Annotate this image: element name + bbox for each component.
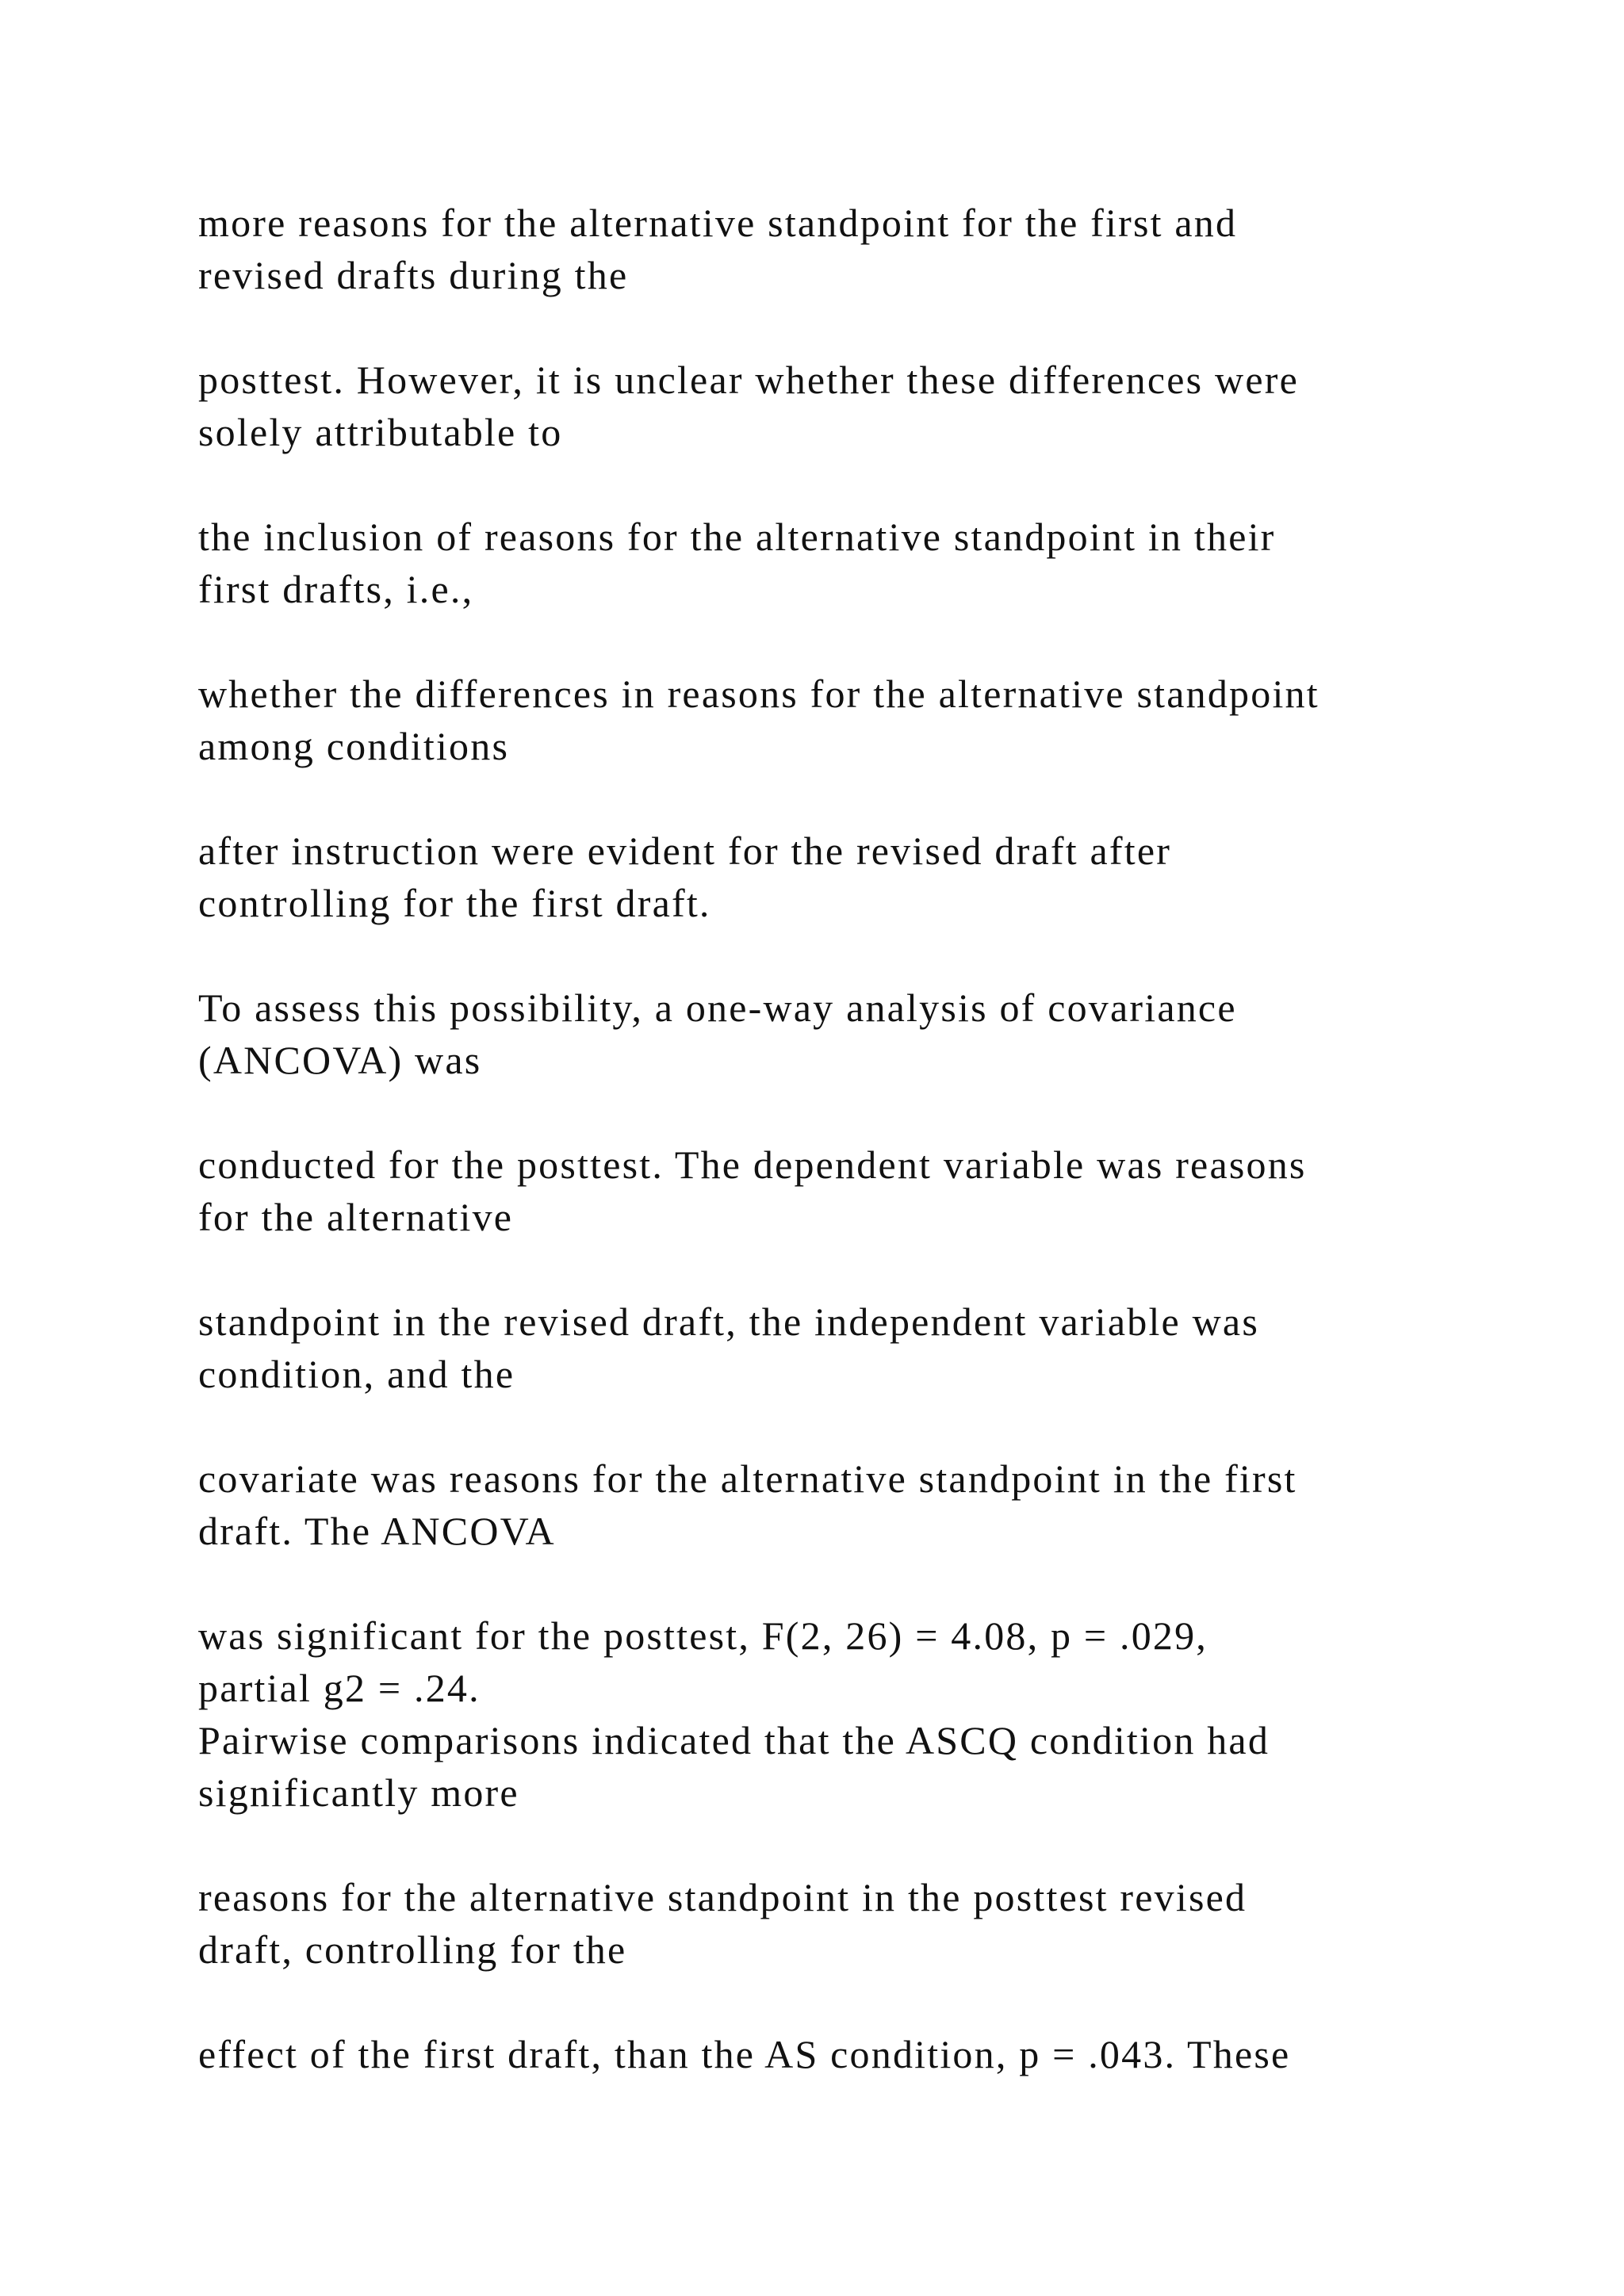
text-line: Pairwise comparisons indicated that the ASCQ condition had	[198, 1718, 1270, 1762]
text-line: after instruction were evident for the revised draft after	[198, 828, 1172, 873]
text-line: for the alternative	[198, 1195, 514, 1239]
paragraph	[198, 1714, 1499, 1819]
paragraph	[198, 2028, 1499, 2080]
paragraph	[198, 354, 1499, 458]
text-line: was significant for the posttest, F(2, 26) = 4.08, p = .029,	[198, 1613, 1208, 1658]
paragraph	[198, 668, 1499, 772]
text-line: (ANCOVA) was	[198, 1038, 482, 1082]
text-line: covariate was reasons for the alternative standpoint in the first	[198, 1456, 1297, 1501]
text-line: conducted for the posttest. The dependent variable was reasons	[198, 1142, 1307, 1187]
paragraph	[198, 1452, 1499, 1557]
text-line: reasons for the alternative standpoint in the posttest revised	[198, 1875, 1247, 1919]
text-line: partial g2 = .24.	[198, 1666, 481, 1710]
text-line: first drafts, i.e.,	[198, 567, 474, 611]
text-line: To assess this possibility, a one-way analysis of covariance	[198, 985, 1237, 1030]
text-line: revised drafts during the	[198, 253, 629, 297]
text-line: controlling for the first draft.	[198, 881, 711, 925]
paragraph	[198, 1871, 1499, 1976]
text-line: posttest. However, it is unclear whether these differences were	[198, 358, 1299, 402]
text-line: effect of the first draft, than the AS condition, p = .043. These	[198, 2032, 1291, 2076]
text-line: solely attributable to	[198, 410, 563, 454]
text-line: among conditions	[198, 724, 510, 768]
paragraph	[198, 1138, 1499, 1243]
document-body	[198, 197, 1499, 2080]
text-line: significantly more	[198, 1770, 519, 1815]
text-line: whether the differences in reasons for the alternative standpoint	[198, 672, 1320, 716]
paragraph	[198, 825, 1499, 929]
text-line: standpoint in the revised draft, the independent variable was	[198, 1299, 1259, 1344]
paragraph	[198, 1609, 1499, 1714]
paragraph	[198, 511, 1499, 615]
paragraph	[198, 1295, 1499, 1400]
paragraph	[198, 982, 1499, 1086]
text-line: draft, controlling for the	[198, 1927, 627, 1972]
paragraph	[198, 197, 1499, 301]
text-line: condition, and the	[198, 1352, 515, 1396]
text-line: more reasons for the alternative standpoint for the first and	[198, 201, 1238, 245]
text-line: the inclusion of reasons for the alternative standpoint in their	[198, 515, 1276, 559]
text-line: draft. The ANCOVA	[198, 1509, 556, 1553]
